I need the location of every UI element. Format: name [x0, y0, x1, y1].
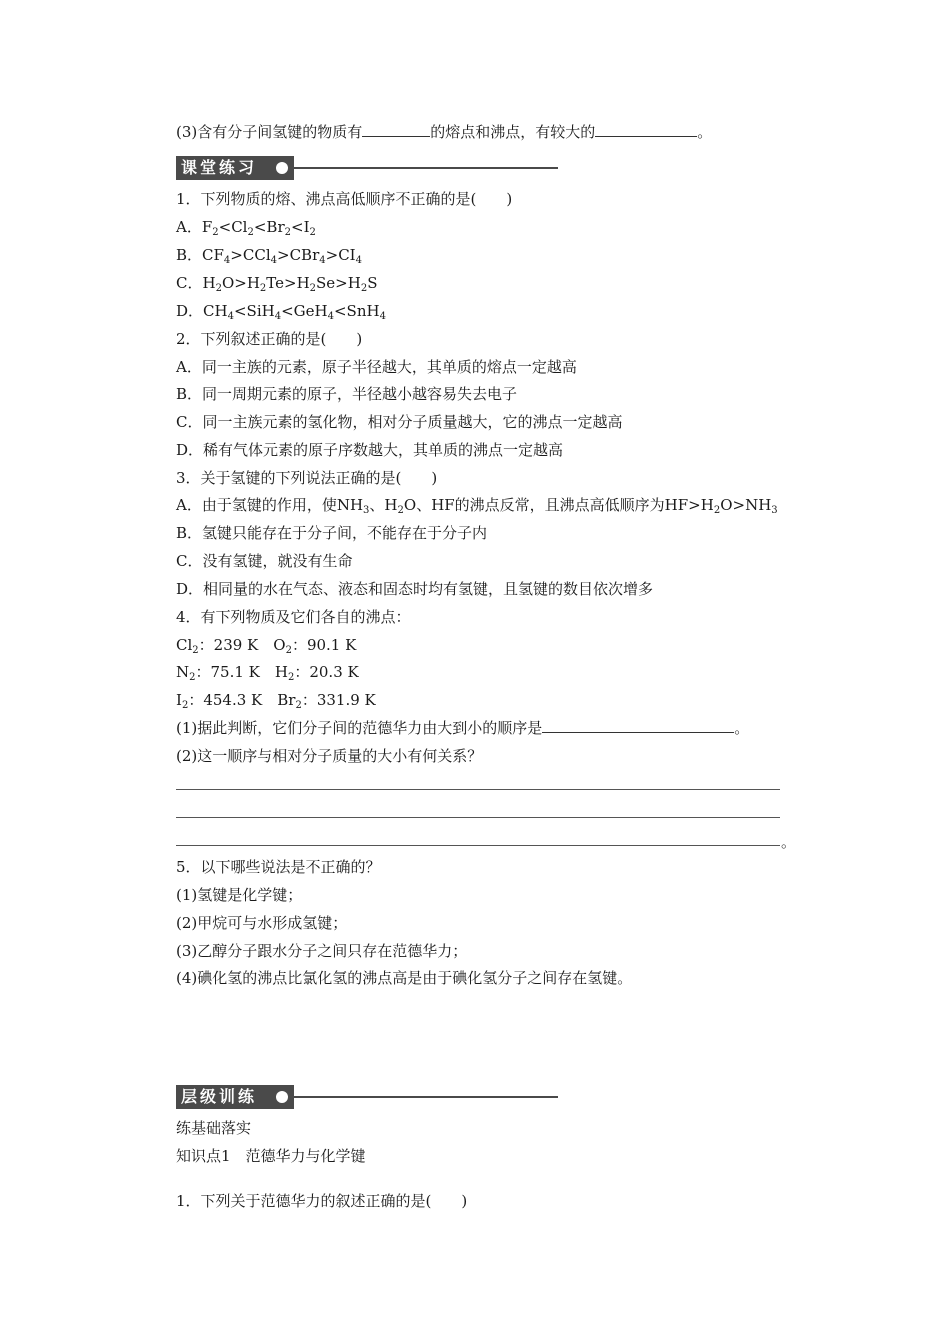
question-4-sub-1: (1)据此判断，它们分子间的范德华力由大到小的顺序是 。 [176, 719, 750, 737]
question-1-option-a: A．$F_2<Cl_2<Br_2<I_2$ [176, 218, 316, 238]
answer-blank [542, 718, 734, 733]
question-5-item-2: (2)甲烷可与水形成氢键； [176, 914, 348, 932]
question-3-option-c: C．没有氢键，就没有生命 [176, 552, 353, 570]
question-2-option-d: D．稀有气体元素的原子序数越大，其单质的沸点一定越高 [176, 441, 564, 459]
answer-rule [176, 845, 780, 846]
answer-rule [176, 789, 780, 790]
subsection-title: 练基础落实 [176, 1119, 252, 1137]
section-title: 课堂练习 [181, 158, 258, 177]
intro-q3-line [176, 122, 712, 142]
question-5-stem: 5．以下哪些说法是不正确的？ [176, 858, 381, 876]
answer-rule [176, 817, 780, 818]
section-header-level-training [176, 1085, 558, 1109]
answer-blank [595, 122, 697, 137]
question-1-option-b: B．$CF_4>CCl_4>CBr_4>CI_4$ [176, 246, 362, 266]
question-2-stem: 2．下列叙述正确的是( ) [176, 330, 363, 348]
question-4-sub-2: (2)这一顺序与相对分子质量的大小有何关系？ [176, 747, 483, 765]
question-5-item-4: (4)碘化氢的沸点比氯化氢的沸点高是由于碘化氢分子之间存在氢键。 [176, 969, 633, 987]
bullet-dot-icon [276, 162, 288, 174]
question-1-stem: 1．下列物质的熔、沸点高低顺序不正确的是( ) [176, 190, 513, 208]
boiling-point-row-3: $I_2$：454.3 K $Br_2$：331.9 K [176, 691, 376, 711]
section-title: 层级训练 [181, 1087, 258, 1106]
question-3-option-b: B．氢键只能存在于分子间，不能存在于分子内 [176, 524, 488, 542]
section-rule [294, 167, 558, 169]
question-3-stem: 3．关于氢键的下列说法正确的是( ) [176, 469, 438, 487]
question-2-option-a: A．同一主族的元素，原子半径越大，其单质的熔点一定越高 [176, 358, 577, 376]
bullet-dot-icon [276, 1091, 288, 1103]
boiling-point-row-2: $N_2$：75.1 K $H_2$：20.3 K [176, 663, 359, 683]
question-5-item-1: (1)氢键是化学键； [176, 886, 303, 904]
section-rule [294, 1096, 558, 1098]
intro-q3-text-c: 。 [697, 123, 713, 141]
question-2-option-c: C．同一主族元素的氢化物，相对分子质量越大，它的沸点一定越高 [176, 413, 623, 431]
question-3-option-d: D．相同量的水在气态、液态和固态时均有氢键，且氢键的数目依次增多 [176, 580, 654, 598]
intro-q3-text-a: (3)含有分子间氢键的物质有 [176, 123, 363, 141]
question-6-stem: 1．下列关于范德华力的叙述正确的是( ) [176, 1192, 468, 1210]
section-header-classroom-practice [176, 156, 558, 180]
boiling-point-row-1: $Cl_2$：239 K $O_2$：90.1 K [176, 636, 357, 656]
intro-q3-text-b: 的熔点和沸点，有较大的 [430, 123, 596, 141]
question-1-option-c: C．$H_2O>H_2Te>H_2Se>H_2S$ [176, 274, 378, 294]
answer-period: 。 [781, 833, 797, 851]
question-3-option-a: A．由于氢键的作用，使$NH_3$、$H_2O$、HF的沸点反常，且沸点高低顺序为$HF>H_2O>NH_3$ [176, 496, 778, 516]
answer-blank [362, 122, 430, 137]
question-2-option-b: B．同一周期元素的原子，半径越小越容易失去电子 [176, 385, 518, 403]
question-1-option-d: D．$CH_4<SiH_4<GeH_4<SnH_4$ [176, 302, 386, 322]
question-5-item-3: (3)乙醇分子跟水分子之间只存在范德华力； [176, 942, 468, 960]
knowledge-point-title: 知识点1 范德华力与化学键 [176, 1147, 366, 1165]
question-4-stem: 4．有下列物质及它们各自的沸点： [176, 608, 411, 626]
